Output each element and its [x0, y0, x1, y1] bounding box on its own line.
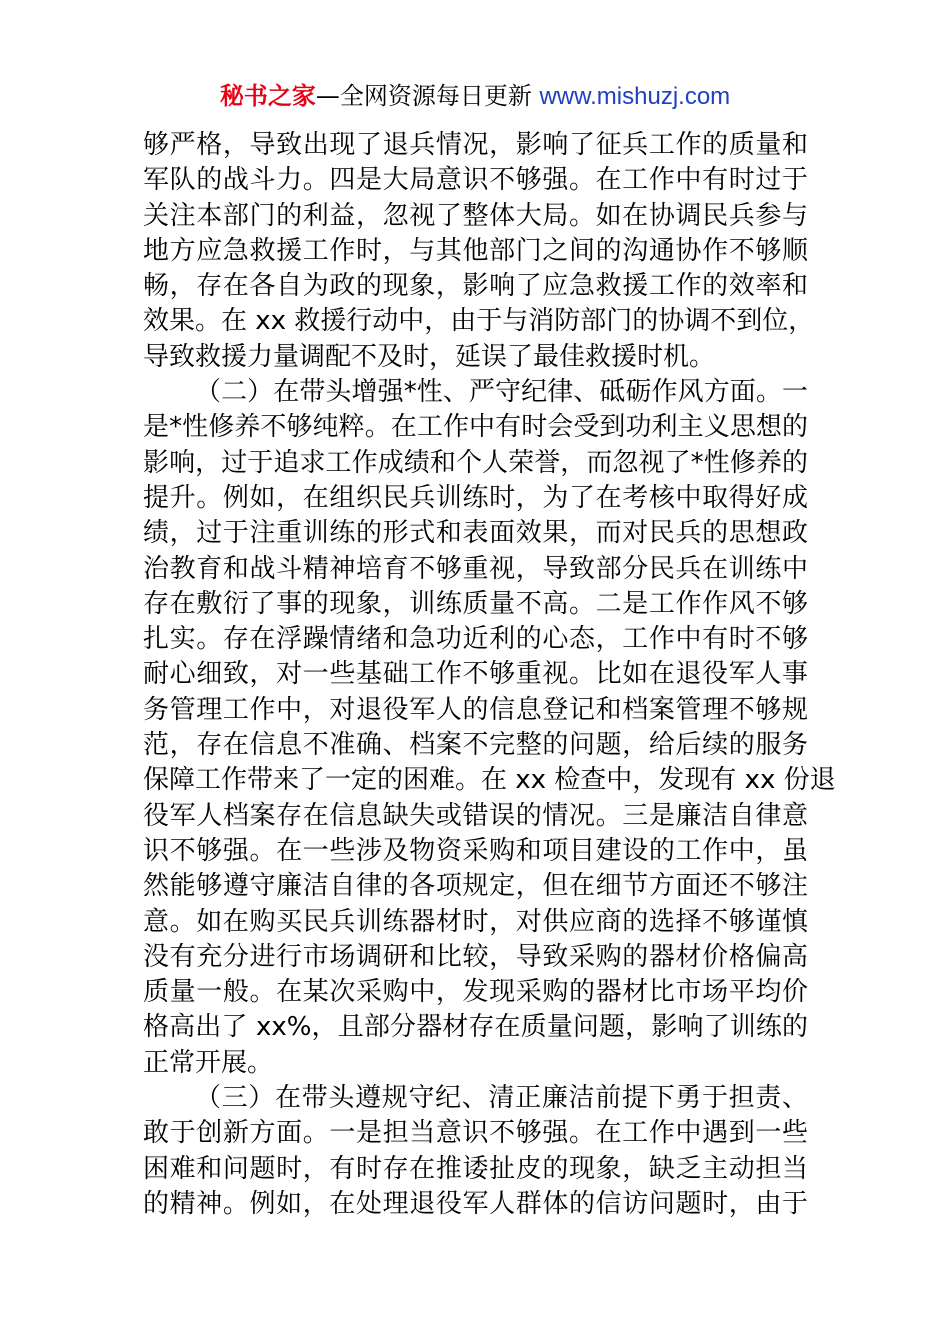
text-line: 保障工作带来了一定的困难。在 xx 检查中，发现有 xx 份退	[143, 765, 836, 796]
text-line: 绩，过于注重训练的形式和表面效果，而对民兵的思想政	[143, 518, 808, 549]
text-line: 军队的战斗力。四是大局意识不够强。在工作中有时过于	[143, 165, 808, 196]
text-line: 识不够强。在一些涉及物资采购和项目建设的工作中，虽	[143, 835, 808, 866]
site-header	[0, 80, 950, 113]
section-heading-line: （三）在带头遵规守纪、清正廉洁前提下勇于担责、	[195, 1083, 808, 1114]
text-line: 提升。例如，在组织民兵训练时，为了在考核中取得好成	[143, 482, 808, 513]
text-line: 关注本部门的利益，忽视了整体大局。如在协调民兵参与	[143, 200, 808, 231]
text-line: 然能够遵守廉洁自律的各项规定，但在细节方面还不够注	[143, 871, 808, 902]
text-line: 畅，存在各自为政的现象，影响了应急救援工作的效率和	[143, 271, 808, 302]
text-line: 存在敷衍了事的现象，训练质量不高。二是工作作风不够	[143, 588, 808, 619]
text-line: 导致救援力量调配不及时，延误了最佳救援时机。	[143, 341, 716, 372]
text-line: 的精神。例如，在处理退役军人群体的信访问题时，由于	[143, 1188, 808, 1219]
site-brand: 秘书之家	[219, 82, 316, 110]
text-line: 正常开展。	[143, 1047, 274, 1078]
text-line: 范，存在信息不准确、档案不完整的问题，给后续的服务	[143, 730, 808, 761]
text-line: 是*性修养不够纯粹。在工作中有时会受到功利主义思想的	[143, 412, 808, 443]
text-line: 够严格，导致出现了退兵情况，影响了征兵工作的质量和	[143, 130, 808, 160]
section-heading-line: （二）在带头增强*性、严守纪律、砥砺作风方面。一	[195, 377, 808, 408]
text-line: 治教育和战斗精神培育不够重视，导致部分民兵在训练中	[143, 553, 808, 584]
text-line: 意。如在购买民兵训练器材时，对供应商的选择不够谨慎	[143, 906, 808, 937]
text-line: 敢于创新方面。一是担当意识不够强。在工作中遇到一些	[143, 1118, 808, 1149]
text-line: 没有充分进行市场调研和比较，导致采购的器材价格偏高	[143, 941, 808, 972]
text-line: 地方应急救援工作时，与其他部门之间的沟通协作不够顺	[143, 235, 808, 266]
text-line: 役军人档案存在信息缺失或错误的情况。三是廉洁自律意	[143, 800, 808, 831]
text-line: 效果。在 xx 救援行动中，由于与消防部门的协调不到位，	[143, 306, 815, 337]
site-url-link[interactable]: www.mishuzj.com	[539, 83, 731, 110]
text-line: 耐心细致，对一些基础工作不够重视。比如在退役军人事	[143, 659, 808, 690]
text-line: 务管理工作中，对退役军人的信息登记和档案管理不够规	[143, 694, 808, 725]
text-line: 质量一般。在某次采购中，发现采购的器材比市场平均价	[143, 977, 808, 1008]
site-tagline: —全网资源每日更新	[315, 82, 540, 110]
text-line: 格高出了 xx%，且部分器材存在质量问题，影响了训练的	[143, 1012, 808, 1043]
text-line: 困难和问题时，有时存在推诿扯皮的现象，缺乏主动担当	[143, 1153, 808, 1184]
text-line: 扎实。存在浮躁情绪和急功近利的心态，工作中有时不够	[143, 624, 808, 655]
document-body	[143, 128, 836, 1222]
text-line: 影响，过于追求工作成绩和个人荣誉，而忽视了*性修养的	[143, 447, 808, 478]
